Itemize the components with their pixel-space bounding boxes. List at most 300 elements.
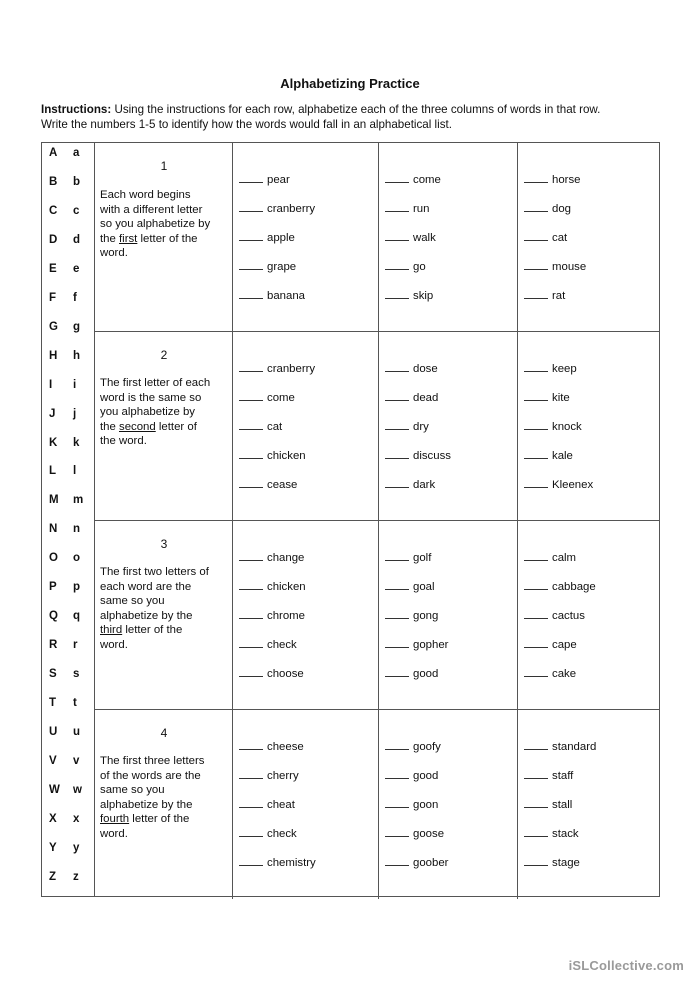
lowercase-letter: x xyxy=(73,812,80,825)
answer-blank[interactable] xyxy=(239,740,263,750)
word-text: pear xyxy=(267,174,290,186)
word-text: dose xyxy=(413,363,438,375)
row-instructions xyxy=(100,188,228,261)
worksheet-title: Alphabetizing Practice xyxy=(280,76,420,91)
word-text: stack xyxy=(552,828,579,840)
answer-blank[interactable] xyxy=(239,551,263,561)
row-number: 4 xyxy=(160,726,168,740)
word-text: good xyxy=(413,668,439,680)
answer-blank[interactable] xyxy=(524,362,548,372)
uppercase-letter: M xyxy=(49,494,59,507)
lowercase-letter: a xyxy=(73,147,80,159)
word-text: apple xyxy=(267,232,295,244)
word-item xyxy=(385,362,438,378)
word-text: check xyxy=(267,639,297,651)
alphabet-letter-u xyxy=(42,724,95,746)
word-text: kale xyxy=(552,450,573,462)
alphabet-letter-p xyxy=(42,579,95,601)
row-instructions xyxy=(100,754,228,842)
answer-blank[interactable] xyxy=(239,856,263,866)
answer-blank[interactable] xyxy=(385,289,409,299)
word-item xyxy=(524,420,582,436)
word-text: rat xyxy=(552,290,566,302)
answer-blank[interactable] xyxy=(239,827,263,837)
row-description-cell xyxy=(95,143,233,331)
instruction-text: so you alphabetize by xyxy=(100,218,211,231)
uppercase-letter: H xyxy=(49,349,58,362)
alphabet-letter-v xyxy=(42,753,95,775)
word-text: goofy xyxy=(413,741,441,753)
word-text: choose xyxy=(267,668,304,680)
word-column-1 xyxy=(233,332,379,520)
lowercase-letter: t xyxy=(73,697,77,710)
instruction-text: each word are the xyxy=(100,580,192,593)
lowercase-letter: r xyxy=(73,639,78,652)
alphabet-letter-h xyxy=(42,348,95,370)
answer-blank[interactable] xyxy=(239,638,263,648)
instruction-line xyxy=(100,420,228,435)
alphabet-letter-c xyxy=(42,203,95,225)
word-text: kite xyxy=(552,392,570,404)
answer-blank[interactable] xyxy=(385,478,409,488)
word-text: check xyxy=(267,828,297,840)
word-item xyxy=(385,260,426,276)
answer-blank[interactable] xyxy=(385,798,409,808)
instruction-text: word. xyxy=(100,247,128,260)
word-text: keep xyxy=(552,363,577,375)
answer-blank[interactable] xyxy=(239,289,263,299)
answer-blank[interactable] xyxy=(524,449,548,459)
alphabet-letter-g xyxy=(42,319,95,341)
alphabet-letter-r xyxy=(42,637,95,659)
word-item xyxy=(385,173,441,189)
word-text: staff xyxy=(552,770,574,782)
answer-blank[interactable] xyxy=(524,740,548,750)
uppercase-letter: E xyxy=(49,262,57,275)
word-text: run xyxy=(413,203,430,215)
instruction-text: The first letter of each xyxy=(100,377,211,389)
alphabet-letter-z xyxy=(42,869,95,891)
answer-blank[interactable] xyxy=(385,260,409,270)
uppercase-letter: C xyxy=(49,204,58,217)
word-text: stage xyxy=(552,857,580,869)
word-text: skip xyxy=(413,290,434,302)
answer-blank[interactable] xyxy=(239,173,263,183)
word-column-1 xyxy=(233,143,379,331)
word-text: cat xyxy=(267,421,283,433)
answer-blank[interactable] xyxy=(524,478,548,488)
word-text: standard xyxy=(552,741,597,753)
word-column-3 xyxy=(518,710,660,899)
word-item xyxy=(385,609,438,625)
word-item xyxy=(524,667,576,683)
word-item xyxy=(239,609,305,625)
instruction-text: alphabetize by the xyxy=(100,798,193,811)
word-item xyxy=(524,740,596,756)
word-item xyxy=(239,827,297,843)
instruction-text: word. xyxy=(100,638,128,651)
instruction-text: the xyxy=(100,420,119,433)
answer-blank[interactable] xyxy=(385,391,409,401)
answer-blank[interactable] xyxy=(524,260,548,270)
answer-blank[interactable] xyxy=(385,580,409,590)
uppercase-letter: X xyxy=(49,812,57,825)
lowercase-letter: i xyxy=(73,378,77,391)
uppercase-letter: K xyxy=(49,436,58,449)
instruction-line xyxy=(100,434,228,449)
uppercase-letter: A xyxy=(49,147,58,159)
word-text: dog xyxy=(552,203,572,215)
row-instructions xyxy=(100,565,228,653)
answer-blank[interactable] xyxy=(239,420,263,430)
instruction-text: letter of the xyxy=(129,813,190,826)
word-item xyxy=(239,362,315,378)
word-item xyxy=(239,856,316,872)
instruction-text: the xyxy=(100,232,119,245)
lowercase-letter: c xyxy=(73,204,80,217)
row-number: 2 xyxy=(160,348,168,362)
answer-blank[interactable] xyxy=(239,260,263,270)
word-text: cheese xyxy=(267,741,304,753)
word-text: chemistry xyxy=(267,857,316,869)
word-item xyxy=(524,609,585,625)
word-text: banana xyxy=(267,290,306,302)
word-text: chrome xyxy=(267,610,305,622)
instruction-text: Each word begins xyxy=(100,189,191,201)
word-item xyxy=(524,827,579,843)
answer-blank[interactable] xyxy=(524,856,548,866)
row-description-cell xyxy=(95,332,233,520)
word-text: mouse xyxy=(552,261,587,273)
lowercase-letter: q xyxy=(73,610,81,623)
word-text: goober xyxy=(413,857,449,869)
word-text: gong xyxy=(413,610,439,622)
word-item xyxy=(239,638,297,654)
instruction-text: of the words are the xyxy=(100,769,201,782)
instruction-text: alphabetize by the xyxy=(100,609,193,622)
answer-blank[interactable] xyxy=(239,362,263,372)
alphabet-letter-d xyxy=(42,232,95,254)
word-item xyxy=(239,478,297,494)
instruction-text: letter of xyxy=(155,420,197,433)
alphabet-letter-l xyxy=(42,463,95,485)
instruction-text: letter of the xyxy=(122,624,183,637)
word-column-3 xyxy=(518,521,660,709)
answer-blank[interactable] xyxy=(524,289,548,299)
word-text: calm xyxy=(552,552,577,564)
uppercase-letter: P xyxy=(49,581,57,594)
instruction-text: The first two letters of xyxy=(100,566,209,578)
practice-row-4 xyxy=(95,710,660,899)
instruction-line xyxy=(100,623,228,638)
answer-blank[interactable] xyxy=(239,798,263,808)
word-item xyxy=(385,798,438,814)
word-text: chicken xyxy=(267,450,306,462)
instruction-line xyxy=(100,594,228,609)
answer-blank[interactable] xyxy=(385,856,409,866)
answer-blank[interactable] xyxy=(524,173,548,183)
word-item xyxy=(239,289,305,305)
uppercase-letter: F xyxy=(49,291,57,304)
word-text: cactus xyxy=(552,610,585,622)
row-description-cell xyxy=(95,521,233,709)
instruction-text: same so you xyxy=(100,595,165,608)
word-item xyxy=(385,478,435,494)
word-text: chicken xyxy=(267,581,306,593)
word-text: stall xyxy=(552,799,573,811)
uppercase-letter: I xyxy=(49,378,53,391)
instruction-text: word is the same so xyxy=(100,391,202,404)
word-text: discuss xyxy=(413,450,451,462)
word-column-2 xyxy=(379,521,518,709)
instruction-line xyxy=(100,376,228,391)
lowercase-letter: s xyxy=(73,668,80,681)
word-text: cheat xyxy=(267,799,295,811)
alphabet-letter-f xyxy=(42,290,95,312)
lowercase-letter: p xyxy=(73,581,81,594)
word-text: knock xyxy=(552,421,582,433)
lowercase-letter: f xyxy=(73,291,77,304)
answer-blank[interactable] xyxy=(385,173,409,183)
word-item xyxy=(385,827,444,843)
answer-blank[interactable] xyxy=(385,740,409,750)
lowercase-letter: o xyxy=(73,552,81,565)
word-item xyxy=(524,856,580,872)
lowercase-letter: g xyxy=(73,320,81,333)
word-column-2 xyxy=(379,332,518,520)
row-number: 3 xyxy=(160,537,168,551)
answer-blank[interactable] xyxy=(385,769,409,779)
instruction-text: you alphabetize by xyxy=(100,406,195,419)
instruction-text: The first three letters xyxy=(100,755,205,767)
emphasized-word: third xyxy=(100,624,123,637)
word-item xyxy=(385,551,431,567)
answer-blank[interactable] xyxy=(524,609,548,619)
word-item xyxy=(385,231,436,247)
answer-blank[interactable] xyxy=(524,638,548,648)
instructions-line-1: Using the instructions for each row, alphabetize each of the three columns of words in that row. xyxy=(111,103,601,116)
answer-blank[interactable] xyxy=(239,667,263,677)
word-text: horse xyxy=(552,174,581,186)
uppercase-letter: Q xyxy=(49,610,58,623)
word-item xyxy=(524,202,571,218)
instruction-line xyxy=(100,827,228,842)
answer-blank[interactable] xyxy=(524,769,548,779)
answer-blank[interactable] xyxy=(524,667,548,677)
emphasized-word: first xyxy=(119,232,138,245)
answer-blank[interactable] xyxy=(524,551,548,561)
alphabet-letter-m xyxy=(42,492,95,514)
instruction-text: letter of the xyxy=(137,232,198,245)
word-item xyxy=(524,289,565,305)
answer-blank[interactable] xyxy=(524,202,548,212)
word-column-1 xyxy=(233,710,379,899)
uppercase-letter: D xyxy=(49,233,58,246)
word-item xyxy=(385,289,433,305)
instruction-line xyxy=(100,769,228,784)
instruction-line xyxy=(100,232,228,247)
instruction-line xyxy=(100,217,228,232)
instructions-label: Instructions: xyxy=(41,103,112,116)
uppercase-letter: J xyxy=(49,407,56,420)
lowercase-letter: d xyxy=(73,233,81,246)
answer-blank[interactable] xyxy=(385,667,409,677)
word-text: cape xyxy=(552,639,577,651)
answer-blank[interactable] xyxy=(239,449,263,459)
alphabet-letter-s xyxy=(42,666,95,688)
word-text: cranberry xyxy=(267,203,316,215)
word-column-2 xyxy=(379,143,518,331)
alphabet-column xyxy=(42,143,95,896)
word-item xyxy=(385,769,438,785)
answer-blank[interactable] xyxy=(385,609,409,619)
answer-blank[interactable] xyxy=(239,609,263,619)
answer-blank[interactable] xyxy=(239,478,263,488)
answer-blank[interactable] xyxy=(524,827,548,837)
lowercase-letter: n xyxy=(73,523,81,536)
instructions-line-2: Write the numbers 1-5 to identify how the words would fall in an alphabetical list. xyxy=(41,118,452,131)
instruction-line xyxy=(100,812,228,827)
alphabet-letter-y xyxy=(42,840,95,862)
word-item xyxy=(385,391,438,407)
answer-blank[interactable] xyxy=(385,827,409,837)
word-item xyxy=(239,202,315,218)
alphabet-letter-n xyxy=(42,521,95,543)
instruction-line xyxy=(100,783,228,798)
instruction-line xyxy=(100,638,228,653)
word-item xyxy=(524,580,596,596)
alphabet-letter-j xyxy=(42,406,95,428)
word-column-3 xyxy=(518,143,660,331)
word-column-1 xyxy=(233,521,379,709)
practice-row-1 xyxy=(95,143,660,332)
answer-blank[interactable] xyxy=(385,202,409,212)
word-text: goose xyxy=(413,828,445,840)
instruction-line xyxy=(100,203,228,218)
answer-blank[interactable] xyxy=(524,420,548,430)
word-text: goon xyxy=(413,799,439,811)
word-text: change xyxy=(267,552,305,564)
lowercase-letter: k xyxy=(73,436,80,449)
answer-blank[interactable] xyxy=(524,798,548,808)
word-text: cake xyxy=(552,668,577,680)
instruction-line xyxy=(100,754,228,769)
uppercase-letter: L xyxy=(49,465,57,478)
word-text: grape xyxy=(267,261,297,273)
practice-row-3 xyxy=(95,521,660,710)
word-item xyxy=(385,202,429,218)
row-instructions xyxy=(100,376,228,449)
uppercase-letter: G xyxy=(49,320,58,333)
answer-blank[interactable] xyxy=(239,580,263,590)
answer-blank[interactable] xyxy=(385,362,409,372)
alphabet-letter-w xyxy=(42,782,95,804)
answer-blank[interactable] xyxy=(524,391,548,401)
instruction-line xyxy=(100,405,228,420)
instruction-line xyxy=(100,580,228,595)
word-item xyxy=(239,449,306,465)
uppercase-letter: Z xyxy=(49,870,57,883)
answer-blank[interactable] xyxy=(385,231,409,241)
word-item xyxy=(239,420,282,436)
alphabet-letter-e xyxy=(42,261,95,283)
word-item xyxy=(239,769,299,785)
word-column-3 xyxy=(518,332,660,520)
lowercase-letter: z xyxy=(73,870,79,883)
word-item xyxy=(524,798,572,814)
uppercase-letter: O xyxy=(49,552,58,565)
lowercase-letter: h xyxy=(73,349,81,362)
answer-blank[interactable] xyxy=(524,231,548,241)
answer-blank[interactable] xyxy=(239,769,263,779)
answer-blank[interactable] xyxy=(385,420,409,430)
uppercase-letter: T xyxy=(49,697,57,710)
answer-blank[interactable] xyxy=(524,580,548,590)
word-text: good xyxy=(413,770,439,782)
word-text: goal xyxy=(413,581,435,593)
word-item xyxy=(239,798,295,814)
uppercase-letter: B xyxy=(49,175,58,188)
word-text: come xyxy=(267,392,295,404)
answer-blank[interactable] xyxy=(239,231,263,241)
answer-blank[interactable] xyxy=(385,449,409,459)
lowercase-letter: u xyxy=(73,726,81,738)
answer-blank[interactable] xyxy=(385,638,409,648)
word-item xyxy=(239,551,304,567)
word-item xyxy=(524,769,573,785)
alphabet-letter-b xyxy=(42,174,95,196)
word-text: cease xyxy=(267,479,298,491)
word-item xyxy=(524,173,581,189)
answer-blank[interactable] xyxy=(239,391,263,401)
alphabet-letter-o xyxy=(42,550,95,572)
alphabet-letter-x xyxy=(42,811,95,833)
word-item xyxy=(524,391,570,407)
word-item xyxy=(385,580,435,596)
word-text: dead xyxy=(413,392,439,404)
lowercase-letter: w xyxy=(73,783,82,796)
practice-row-2 xyxy=(95,332,660,521)
uppercase-letter: V xyxy=(49,754,57,767)
word-text: cherry xyxy=(267,770,299,782)
alphabet-letter-k xyxy=(42,435,95,457)
word-item xyxy=(239,740,304,756)
uppercase-letter: R xyxy=(49,639,58,652)
alphabet-letter-a xyxy=(42,145,95,167)
lowercase-letter: j xyxy=(73,407,77,420)
word-item xyxy=(385,638,448,654)
alphabet-letter-i xyxy=(42,377,95,399)
word-item xyxy=(239,231,295,247)
answer-blank[interactable] xyxy=(385,551,409,561)
uppercase-letter: Y xyxy=(49,841,57,854)
lowercase-letter: b xyxy=(73,175,81,188)
word-item xyxy=(239,667,304,683)
word-text: come xyxy=(413,174,441,186)
word-item xyxy=(524,551,576,567)
instruction-text: with a different letter xyxy=(100,203,203,216)
lowercase-letter: y xyxy=(73,841,80,854)
word-text: cat xyxy=(552,232,568,244)
word-item xyxy=(524,638,577,654)
word-item xyxy=(524,362,577,378)
word-text: cranberry xyxy=(267,363,316,375)
word-text: dark xyxy=(413,479,436,491)
watermark-logo: iSLCollective.com xyxy=(568,958,684,973)
word-item xyxy=(239,580,306,596)
answer-blank[interactable] xyxy=(239,202,263,212)
word-column-2 xyxy=(379,710,518,899)
